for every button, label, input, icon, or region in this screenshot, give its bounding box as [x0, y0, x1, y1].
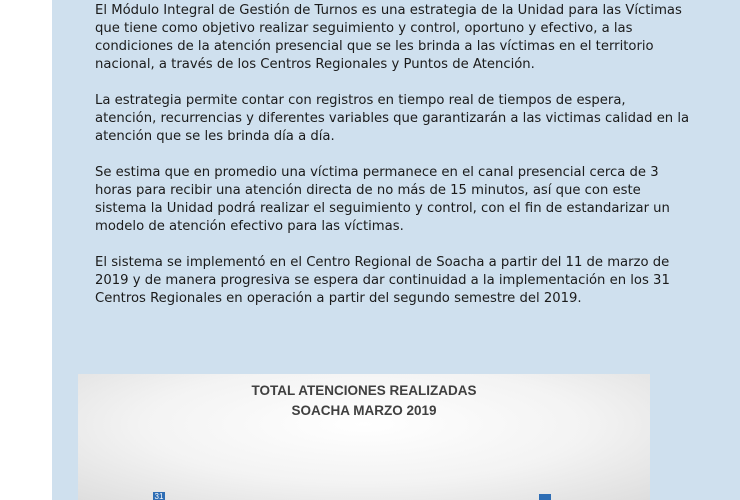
chart-subtitle: SOACHA MARZO 2019	[291, 403, 437, 418]
chart-image	[78, 374, 650, 500]
paragraph: El sistema se implementó en el Centro Regional de Soacha a partir del 11 de marzo de 2019 y de manera progresiva se espera dar continuidad a la implementación en los 31 Centros Regionales en operación a partir del segundo semestre del 2019.	[95, 255, 670, 306]
chart-bar-label: 31	[154, 492, 164, 500]
paragraph: La estrategia permite contar con registros en tiempo real de tiempos de espera, atención, recurrencias y diferentes variables que garantizarán a las victimas calidad en la atención que se les brinda día a día.	[95, 93, 690, 144]
paragraph: Se estima que en promedio una víctima permanece en el canal presencial cerca de 3 horas para recibir una atención directa de no más de 15 minutos, así que con este sistema la Unidad podrá realizar el seguimiento y control, con el fin de estandarizar un modelo de atención efectivo para las víctimas.	[95, 165, 670, 234]
article-body	[95, 2, 690, 326]
chart-bar	[539, 494, 551, 500]
paragraph: El Módulo Integral de Gestión de Turnos es una estrategia de la Unidad para las Víctimas que tiene como objetivo realizar seguimiento y control, oportuno y efectivo, a las condiciones de la atención presencial que se les brinda a las víctimas en el territorio nacional, a través de los Centros Regionales y Puntos de Atención.	[95, 3, 682, 72]
chart-title: TOTAL ATENCIONES REALIZADAS	[251, 383, 477, 398]
